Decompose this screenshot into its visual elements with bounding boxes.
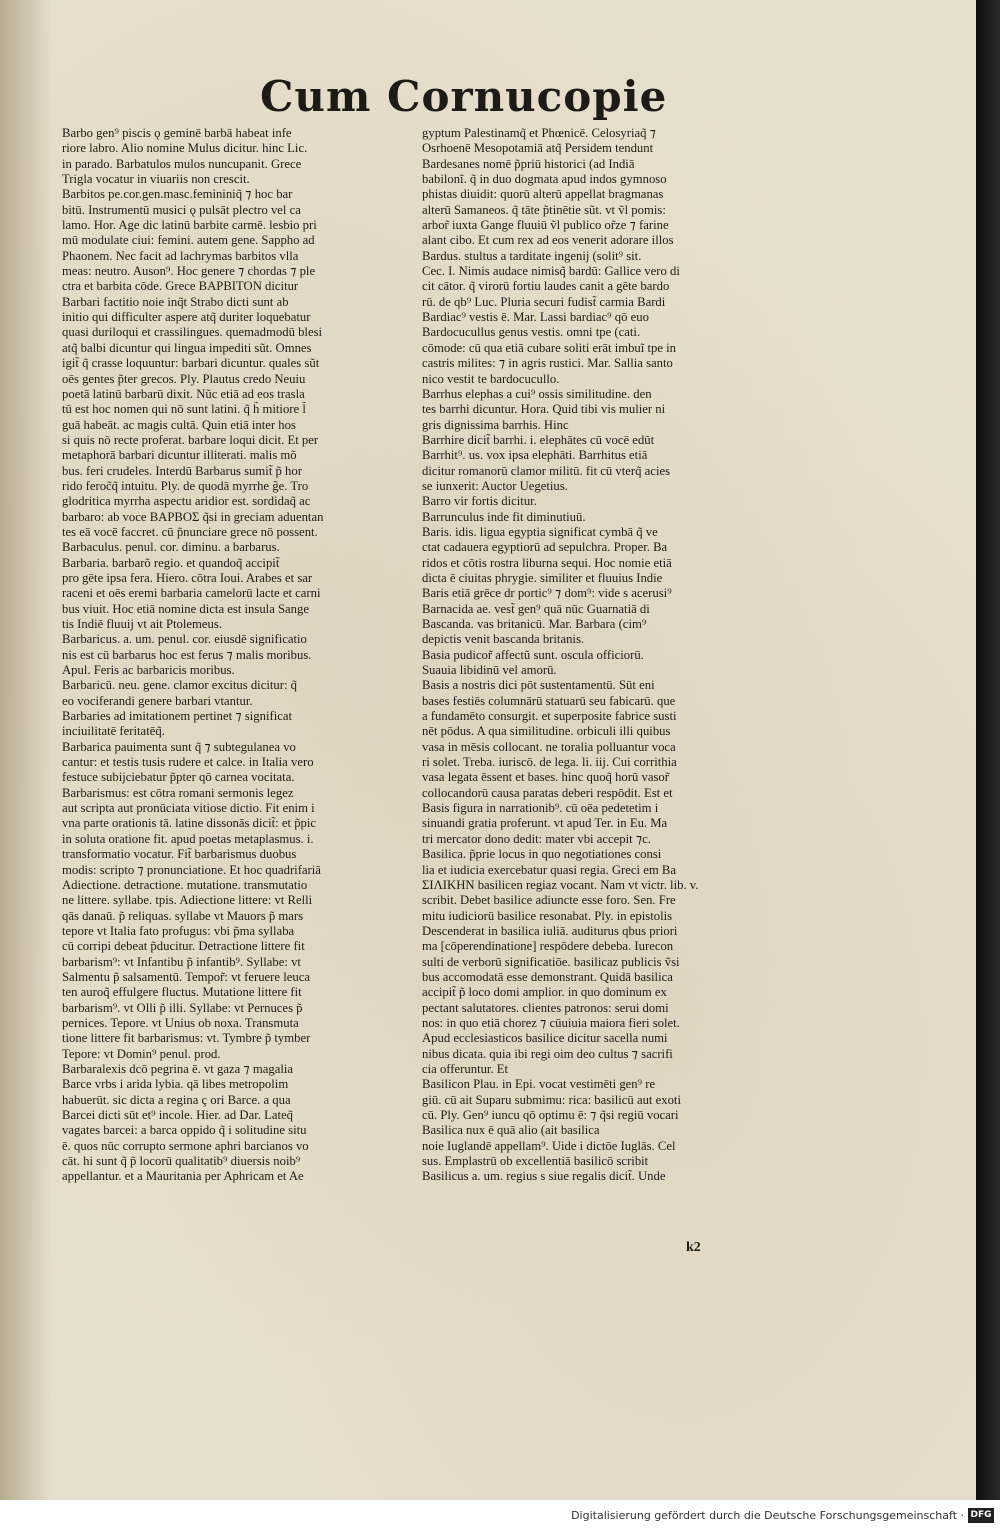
text-line: phistas diuidit: quorū alterū appellat bragmanas xyxy=(422,187,664,202)
page-gutter-shadow xyxy=(0,0,52,1500)
text-line: sulti de verborū significatiōe. basilicaz publicis ṽsi xyxy=(422,954,680,969)
text-line: castris milites: ⁊ in agris rustici. Mar. Sallia santo xyxy=(422,356,673,371)
text-line: tes eā vocē faccret. cū p̃nunciare grece nō possent. xyxy=(62,524,318,539)
text-line: mitu iudiciorū basilice resonabat. Ply. in epistolis xyxy=(422,908,673,923)
text-line: a fundamēto consurgit. et superposite fabrice susti xyxy=(422,709,677,724)
scanner-edge xyxy=(976,0,1000,1500)
text-line: Barbo gen⁹ piscis ǫ geminē barbā habeat infe xyxy=(62,126,292,140)
text-line: rū. de qb⁹ Luc. Pluria securi fudist̃ carmia Bardi xyxy=(422,294,666,309)
text-line: Suauia libidinū vel amorū. xyxy=(422,663,557,678)
text-line: se iunxerit: Auctor Uegetius. xyxy=(422,478,568,493)
text-line: alterū Samaneos. q̃ tāte p̃tinētie sũt. vt ṽl pomis: xyxy=(422,202,666,217)
text-line: ctra et barbita cōde. Grece ΒΑΡΒΙΤΟΝ dicitur xyxy=(62,279,299,294)
text-line: transformatio vocatur. Fit̃ barbarismus duobus xyxy=(62,847,297,862)
text-line: tū est hoc nomen qui nō sunt latini. q̃ h̃ mitiore l̃ xyxy=(62,402,306,417)
text-line: Cec. I. Nimis audace nimisq̃ bardū: Gallice vero di xyxy=(422,264,680,279)
text-line: oēs gentes p̃ter grecos. Ply. Plautus credo Neuiu xyxy=(62,371,306,386)
text-line: bus viuit. Hoc etiā nomine dicta est insula Sange xyxy=(62,601,310,616)
text-line: cit cātor. q̃ virorū fortiu laudes canit a gēte bardo xyxy=(422,279,670,294)
text-line: ri solet. Treba. iuriscō. de lega. li. iij. Cui corrithia xyxy=(422,755,677,770)
text-line: igit̃ q̃ crasse loquuntur: barbari dicuntur. quales sũt xyxy=(62,356,320,371)
text-line: Apud ecclesiasticos basilice dicitur sacella numi xyxy=(422,1031,668,1046)
text-line: ma [cōperendinatione] respōdere debeba. Iurecon xyxy=(422,939,674,954)
text-line: meas: neutro. Auson⁹. Hoc genere ⁊ chordas ⁊ ple xyxy=(62,264,316,279)
text-line: dicitur romanorū clamor militū. fit cū vterq̃ acies xyxy=(422,463,671,478)
text-line: vna parte orationis tā. latine dissonās dicit̃: et p̃pic xyxy=(62,816,317,831)
text-line: Barce vrbs i arida lybia. qā libes metropolim xyxy=(62,1077,289,1092)
text-line: cantur: et testis tusis rudere et calce. in Italia vero xyxy=(62,755,314,770)
text-line: cāt. hi sunt q̃ p̃ locorū qualitatib⁹ diuersis noib⁹ xyxy=(62,1154,301,1169)
text-line: lamo. Hor. Age dic latinū barbite carmē. lesbio pri xyxy=(62,218,317,233)
text-line: bases festiēs columnārū statuarū seu fabicarū. que xyxy=(422,693,676,708)
text-line: Baris. idis. ligua egyptia significat cymbā q̃ ve xyxy=(422,524,658,539)
text-line: noie Iuglandē appellam⁹. Uide i dictōe Iuglās. Cel xyxy=(422,1138,676,1153)
text-line: ē. quos nūc corrupto sermone aphri barcianos vo xyxy=(62,1138,309,1153)
right-text-column xyxy=(422,126,760,1185)
text-line: nēt pōdus. A qua similitudine. orbiculi illi quibus xyxy=(422,724,671,739)
text-line: Barbarica pauimenta sunt q̃ ⁊ subtegulanea vo xyxy=(62,739,296,754)
text-line: gyptum Palestinamq̃ et Phœnicē. Celosyriaq̃ ⁊ xyxy=(422,126,656,140)
text-line: Bardocucullus genus vestis. omni tpe (cati. xyxy=(422,325,641,340)
text-line: barbarism⁹: vt Infantibu p̃ infantib⁹. Syllabe: vt xyxy=(62,954,301,969)
text-line: collocandorū causa paratas deberi respōdit. Est et xyxy=(422,785,673,800)
text-line: bus. feri crudeles. Interdū Barbarus sumit̃ p̃ hor xyxy=(62,463,302,478)
text-line: festuce subijciebatur p̃pter qō carnea vocitata. xyxy=(62,770,295,785)
text-line: Barbaricū. neu. gene. clamor excitus dicitur: q̃ xyxy=(62,678,297,693)
text-line: Barbitos pe.cor.gen.masc.femininiq̃ ⁊ hoc bar xyxy=(62,187,293,202)
text-line: atq̃ balbi dicuntur qui lingua impediti sũt. Omnes xyxy=(62,340,312,355)
text-line: ridos et cōtis rostra liburna sequi. Hoc nomie etiā xyxy=(422,555,672,570)
text-line: Apul. Feris ac barbaricis moribus. xyxy=(62,663,235,678)
text-line: quasi duriloqui et crassilingues. quemadmodū blesi xyxy=(62,325,323,340)
text-line: cū. Ply. Gen⁹ iuncu qō optimu ē: ⁊ q̃si regiū vocari xyxy=(422,1108,679,1122)
text-line: Barbaria. barbarõ regio. et quandoq̃ accipit̃ xyxy=(62,555,280,570)
text-line: Adiectione. detractione. mutatione. transmutatio xyxy=(62,877,308,892)
text-line: Basis figura in narrationib⁹. cū oēa pedetetim i xyxy=(422,801,659,816)
text-line: Baris etiā grēce dr portic⁹ ⁊ dom⁹: vide s acerusi⁹ xyxy=(422,586,672,601)
text-line: Barcei dicti sūt et⁹ incole. Hier. ad Dar. Lateq̃ xyxy=(62,1108,293,1122)
text-line: tri mercator dono dedit: mater vbi accepit ⁊c. xyxy=(422,831,651,846)
text-line: barbarism⁹. vt Olli p̃ illi. Syllabe: vt Pernuces p̃ xyxy=(62,1000,303,1015)
text-line: mū modulate ciui: femini. autem gene. Sappho ad xyxy=(62,233,315,248)
text-line: arbor̃ iuxta Gange fluuiū ṽl publico or̃ze ⁊ farine xyxy=(422,218,669,233)
text-line: scribit. Debet basilice adiuncte esse foro. Sen. Fre xyxy=(422,893,676,908)
text-line: ΣΙΛΙΚΗΝ basilicen regiaz vocant. Nam vt victr. lib. v. xyxy=(422,877,699,892)
text-line: modis: scripto ⁊ pronunciatione. Et hoc quadrifariā xyxy=(62,862,321,877)
text-line: eo vociferandi genere barbari vtantur. xyxy=(62,693,253,708)
text-line: Basis a nostris dici pōt sustentamentū. Sūt eni xyxy=(422,678,655,693)
text-line: ctat cadauera egyptiorū ad sepulchra. Proper. Ba xyxy=(422,540,668,555)
text-line: Tepore: vt Domin⁹ penul. prod. xyxy=(62,1046,221,1061)
left-text-column xyxy=(62,126,397,1185)
text-line: tepore vt Italia fato profugus: vbi p̃ma syllaba xyxy=(62,923,295,938)
text-line: Basilica. p̃prie locus in quo negotiationes consi xyxy=(422,847,662,862)
text-line: Barbaries ad imitationem pertinet ⁊ significat xyxy=(62,709,293,724)
text-line: nis est cū barbarus hoc est ferus ⁊ malis moribus. xyxy=(62,647,312,662)
text-line: alant cibo. Et cum rex ad eos venerit adorare illos xyxy=(422,233,674,248)
text-line: aut scripta aut pronūciata vitiose dictio. Fit enim i xyxy=(62,801,315,816)
text-line: metaphorā barbari dicuntur illiterati. malis mõ xyxy=(62,448,297,463)
text-line: giū. cū ait Suparu submimu: rica: basilicū aut exoti xyxy=(422,1092,681,1107)
text-line: habuerūt. sic dicta a regina ç ori Barce. a qua xyxy=(62,1092,291,1107)
text-line: Basilicus a. um. regius s siue regalis dicit̃. Unde xyxy=(422,1169,666,1184)
text-line: Osrhoenē Mesopotamiā atq̃ Persidem tendunt xyxy=(422,141,654,156)
text-line: ten auroq̃ effulgere fluctus. Mutatione littere fit xyxy=(62,985,302,1000)
text-line: vagates barcei: a barca oppido q̃ i solitudine situ xyxy=(62,1123,307,1138)
text-line: Phaonem. Nec facit ad lachrymas barbitos vlla xyxy=(62,248,299,263)
text-line: gris dignissima barrhis. Hinc xyxy=(422,417,569,432)
text-line: Bascanda. vas britanicū. Mar. Barbara (cim⁹ xyxy=(422,617,647,631)
page-title: Cum Cornucopie xyxy=(260,72,668,121)
text-line: Trigla vocatur in viuariis non crescit. xyxy=(62,172,250,187)
text-line: riore labro. Alio nomine Mulus dicitur. hinc Lic. xyxy=(62,141,308,156)
text-line: pectant salutatores. clientes patronos: serui domi xyxy=(422,1000,669,1015)
text-line: Barrunculus inde fit diminutiuū. xyxy=(422,509,586,524)
text-line: lia et iudicia exercebatur quasi regia. Greci em Ba xyxy=(422,862,676,877)
text-line: bitū. Instrumentū musici ǫ pulsāt plectro vel ca xyxy=(62,202,301,217)
text-line: glodritica myrrha aspectu aridior est. sordidaq̃ ac xyxy=(62,494,311,509)
text-line: Descenderat in basilica iuliā. auditurus qbus priori xyxy=(422,923,678,938)
text-line: Barbaralexis dcō pegrina ē. vt gaza ⁊ magalia xyxy=(62,1061,294,1076)
text-line: nos: in quo etiā chorez ⁊ cūuiuia maiora fieri solet. xyxy=(422,1015,680,1030)
text-line: Barro vir fortis dicitur. xyxy=(422,494,537,509)
text-line: initio qui difficulter aspere atq̃ duriter loquebatur xyxy=(62,310,311,325)
text-line: Bardiac⁹ vestis ē. Mar. Lassi bardiac⁹ qō euo xyxy=(422,310,649,325)
text-line: ne littere. syllabe. tpis. Adiectione littere: vt Relli xyxy=(62,893,313,908)
text-line: Barnacida ae. vest̃ gen⁹ quā nūc Guarnatiā di xyxy=(422,601,650,616)
text-line: Basilica nux ē quā alio (ait basilica xyxy=(422,1123,600,1138)
footer-bar xyxy=(0,1500,1000,1531)
text-line: in soluta oratione fit. apud poetas metaplasmus. i. xyxy=(62,831,314,846)
text-line: cū corripi debeat p̃ducitur. Detractione littere fit xyxy=(62,939,305,954)
text-line: appellantur. et a Mauritania per Aphricam et Ae xyxy=(62,1169,304,1184)
text-line: Barbari factitio noie inq̃t Strabo dicti sunt ab xyxy=(62,294,289,309)
text-line: tis Indiē fluuij vt ait Ptolemeus. xyxy=(62,617,222,631)
text-line: Barrhit⁹. us. vox ipsa elephāti. Barrhitus etiā xyxy=(422,448,648,463)
text-line: Barbaricus. a. um. penul. cor. eiusdē significatio xyxy=(62,632,307,647)
text-line: Bardus. stultus a tarditate ingenij (solit⁹ sit. xyxy=(422,248,642,263)
text-line: cōmode: cū qua etiā cubare soliti erāt imbuĩ tpe in xyxy=(422,340,677,355)
text-line: Barbarismus: est cōtra romani sermonis legez xyxy=(62,785,294,800)
text-line: tione littere fit barbarismus: vt. Tymbre p̃ tymber xyxy=(62,1031,311,1046)
page-signature: k2 xyxy=(686,1240,701,1255)
text-line: tes barrhi dicuntur. Hora. Quid tibi vis mulier ni xyxy=(422,402,666,417)
text-line: sinuandi gratia proferunt. vt apud Ter. in Eu. Ma xyxy=(422,816,668,831)
text-line: rido feroc̃q̃ intuitu. Ply. de quodā myrrhe g̃e. Tro xyxy=(62,478,309,493)
text-line: pernices. Tepore. vt Unius ob noxa. Transmuta xyxy=(62,1015,299,1030)
text-line: cia offeruntur. Et xyxy=(422,1061,509,1076)
dfg-logo-icon: DFG xyxy=(968,1508,994,1523)
text-line: in parado. Barbatulos mulos nuncupanit. Grece xyxy=(62,156,302,171)
text-line: si quis nō recte proferat. barbare loqui dicit. Et per xyxy=(62,432,319,447)
text-line: raceni et oēs eremi barbaria camelorū lacte et carni xyxy=(62,586,321,601)
text-line: Bardesanes nomē p̃priū historici (ad Indiā xyxy=(422,156,635,171)
text-line: vasa legata ēssent et bases. hinc quoq̃ horū vasor̃ xyxy=(422,770,669,785)
text-line: vasa in mēsis collocant. ne toralia polluantur voca xyxy=(422,739,676,754)
text-line: Barrhire dicit̃ barrhi. i. elephātes cū vocē edūt xyxy=(422,432,655,447)
text-line: bus accomodatā esse demonstrant. Quidā basilica xyxy=(422,969,673,984)
text-line: babilonĩ. q̃ in duo dogmata apud indos gymnoso xyxy=(422,172,667,187)
text-line: Barbaculus. penul. cor. diminu. a barbarus. xyxy=(62,540,280,555)
text-line: Basia pudicor̃ affectũ sunt. oscula officiorū. xyxy=(422,647,644,662)
text-line: barbaro: ab voce ΒΑΡΒΟΣ q̃si in greciam aduentan xyxy=(62,509,324,524)
text-line: qās danaū. p̃ reliquas. syllabe vt Mauors p̃ mars xyxy=(62,908,304,923)
text-line: accipit̃ p̃ loco domi amplior. in quo dominum ex xyxy=(422,985,667,1000)
text-line: Barrhus elephas a cui⁹ ossis similitudine. den xyxy=(422,386,652,401)
text-line: sus. Emplastrū ob excellentiā basilicō scribit xyxy=(422,1154,649,1169)
text-line: nico vestit te bardocucullo. xyxy=(422,371,560,386)
text-line: pro gēte ipsa fera. Hiero. cōtra Ioui. Arabes et sar xyxy=(62,570,313,585)
footer-credit-text: Digitalisierung gefördert durch die Deutsche Forschungsgemeinschaft · xyxy=(571,1509,964,1522)
text-line: Salmentu p̃ salsamentū. Tempor̃: vt feruere leuca xyxy=(62,969,310,984)
text-line: depictis venit bascanda britanis. xyxy=(422,632,585,647)
text-line: nibus dicata. quia ibi regi oim deo cultus ⁊ sacrifi xyxy=(422,1046,673,1061)
text-line: dicta ē ciuitas phrygie. similiter et fluuius Indie xyxy=(422,570,663,585)
text-line: guā habeāt. ac magis cultā. Quin etiā inter hos xyxy=(62,417,296,432)
text-line: poetā latinū barbarū dixit. Nũc etiā ad eos trasla xyxy=(62,386,305,401)
text-line: inciuilitatē feritatēq̃. xyxy=(62,724,165,739)
text-line: Basilicon Plau. in Epi. vocat vestimēti gen⁹ re xyxy=(422,1077,656,1092)
